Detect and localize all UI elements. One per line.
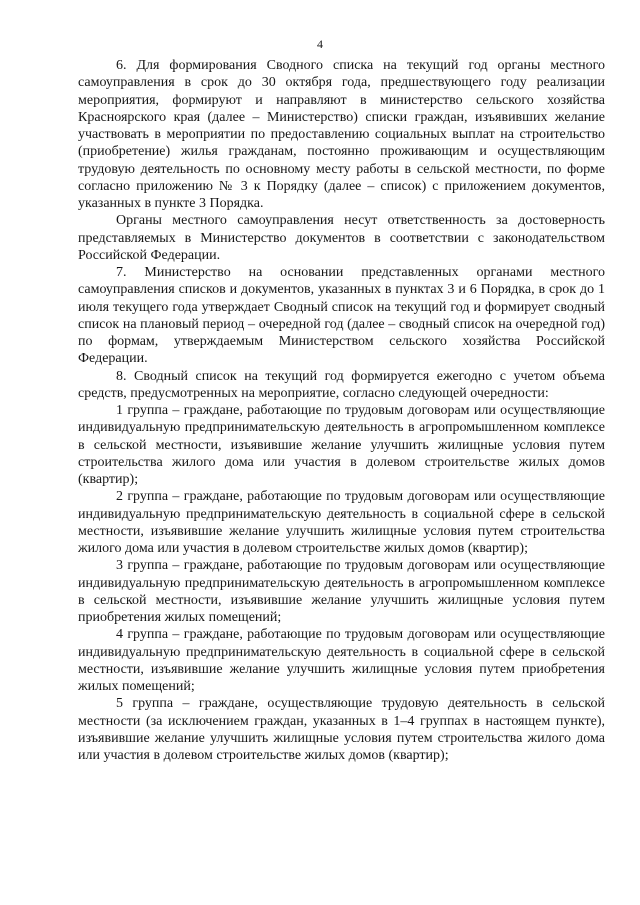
paragraph-group-3: 3 группа – граждане, работающие по трудовым договорам или осуществляющие индивидуальную предпринимательскую деятельность в агропромышленном комплексе в сельской местности, изъявившие желание улучшить жилищные условия путем приобретения жилых помещений; <box>78 558 605 625</box>
paragraph-responsibility: Органы местного самоуправления несут ответственность за достоверность представляемых в Министерство документов в соответствии с законодательством Российской Федерации. <box>78 213 605 263</box>
paragraph-item-6: 6. Для формирования Сводного списка на текущий год органы местного самоуправления в срок до 30 октября года, предшествующего году реализации мероприятия, формируют и направляют в министерство сельского хозяйства Красноярского края (далее – Министерство) списки граждан, изъявивших желание участвовать в мероприятии по предоставлению социальных выплат на строительство (приобретение) жилья гражданам, постоянно проживающим и осуществляющим трудовую деятельность по основному месту работы в сельской местности, по форме согласно приложению № 3 к Порядку (далее – список) с приложением документов, указанных в пункте 3 Порядка. <box>78 58 605 211</box>
paragraph-group-5: 5 группа – граждане, осуществляющие трудовую деятельность в сельской местности (за исключением граждан, указанных в 1–4 группах в настоящем пункте), изъявившие желание улучшить жилищные условия путем строительства жилого дома или участия в долевом строительстве жилых домов (квартир); <box>78 696 605 763</box>
document-body <box>78 57 605 764</box>
paragraph-group-4: 4 группа – граждане, работающие по трудовым договорам или осуществляющие индивидуальную предпринимательскую деятельность в социальной сфере в сельской местности, изъявившие желание улучшить жилищные условия путем приобретения жилых помещений; <box>78 627 605 694</box>
page-number: 4 <box>317 37 323 51</box>
paragraph-group-1: 1 группа – граждане, работающие по трудовым договорам или осуществляющие индивидуальную предпринимательскую деятельность в агропромышленном комплексе в сельской местности, изъявившие желание улучшить жилищные условия путем строительства жилого дома или участия в долевом строительстве жилых домов (квартир); <box>78 403 605 487</box>
paragraph-item-8: 8. Сводный список на текущий год формируется ежегодно с учетом объема средств, предусмотренных на мероприятие, согласно следующей очередности: <box>78 368 605 401</box>
paragraph-group-2: 2 группа – граждане, работающие по трудовым договорам или осуществляющие индивидуальную предпринимательскую деятельность в социальной сфере в сельской местности, изъявившие желание улучшить жилищные условия путем строительства жилого дома или участия в долевом строительстве жилых домов (квартир); <box>78 489 605 556</box>
paragraph-item-7: 7. Министерство на основании представленных органами местного самоуправления списков и документов, указанных в пунктах 3 и 6 Порядка, в срок до 1 июля текущего года утверждает Сводный список на текущий год и формирует сводный список на плановый период – очередной год (далее – сводный список на очередной год) по формам, утверждаемым Министерством сельского хозяйства Российской Федерации. <box>78 265 605 367</box>
